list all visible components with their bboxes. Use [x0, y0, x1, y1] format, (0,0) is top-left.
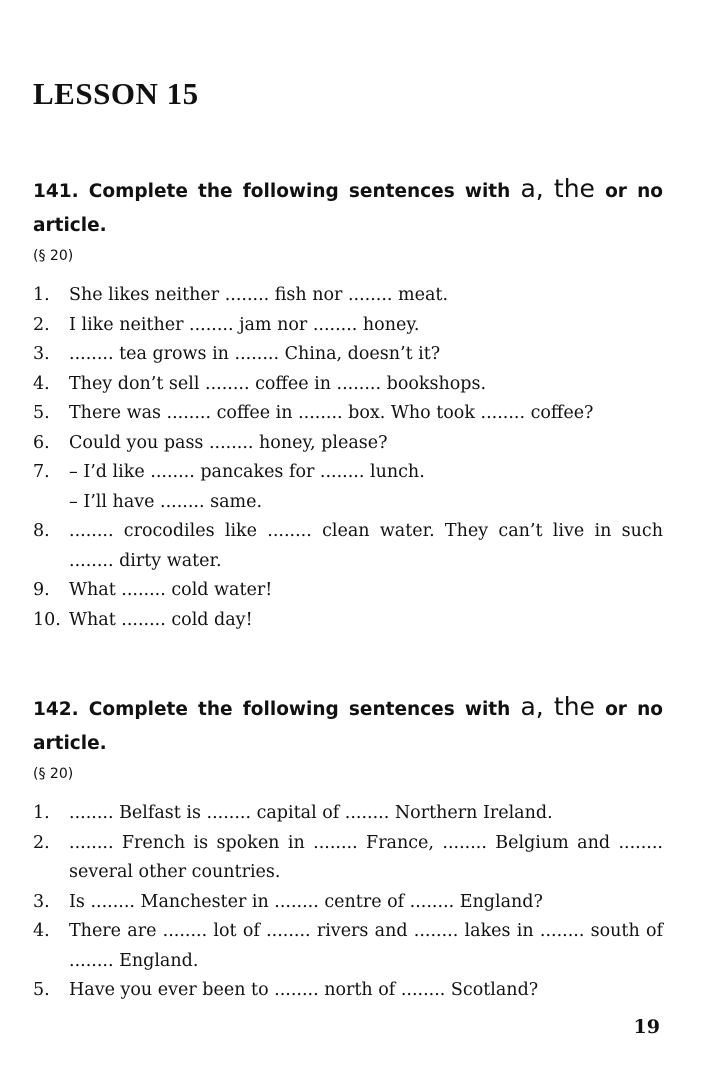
item-text: Have you ever been to ........ north of ........ Scotland? [69, 980, 539, 1000]
item-number: 6. [33, 432, 50, 453]
list-item [33, 606, 663, 636]
item-number: 1. [33, 803, 50, 823]
list-item [33, 370, 663, 400]
list-item [33, 488, 663, 518]
item-text: They don’t sell ........ coffee in ........ bookshops. [69, 373, 487, 394]
list-item [33, 429, 663, 459]
list-item [33, 340, 663, 370]
grammar-reference: (§ 20) [33, 248, 74, 264]
exercise-heading [33, 693, 663, 761]
list-item [33, 517, 663, 576]
grammar-reference: (§ 20) [33, 766, 74, 782]
list-item [33, 917, 663, 976]
list-item [33, 976, 663, 1006]
item-text: What ........ cold day! [69, 609, 253, 630]
lesson-title: LESSON 15 [33, 76, 199, 111]
exercise-142 [33, 693, 663, 1006]
page-number: 19 [633, 1016, 660, 1038]
item-number: 10. [33, 609, 61, 630]
article-the: the [553, 174, 595, 203]
heading-text-end: or no article. [33, 699, 663, 754]
item-text: ........ Belfast is ........ capital of ........ Northern Ireland. [69, 803, 553, 823]
item-number: 2. [33, 314, 50, 335]
item-text: There was ........ coffee in ........ box. Who took ........ coffee? [69, 403, 594, 423]
exercise-heading [33, 175, 663, 243]
item-number: 3. [33, 344, 50, 364]
item-text: I like neither ........ jam nor ........ honey. [69, 314, 420, 335]
heading-text-end: or no article. [33, 181, 663, 236]
item-number: 5. [33, 980, 50, 1000]
item-text: Is ........ Manchester in ........ centre of ........ England? [69, 891, 543, 912]
item-number: 4. [33, 373, 50, 394]
item-text: ........ crocodiles like ........ clean water. They can’t live in such ........ dirty water. [69, 521, 663, 571]
item-number [33, 488, 69, 518]
item-text: – I’d like ........ pancakes for ........ lunch. [69, 462, 425, 482]
item-text: ........ tea grows in ........ China, doesn’t it? [69, 344, 441, 364]
item-number: 8. [33, 521, 50, 541]
list-item [33, 311, 663, 341]
item-text: She likes neither ........ fish nor ........ meat. [69, 285, 449, 305]
item-text: What ........ cold water! [69, 580, 273, 600]
item-number: 7. [33, 462, 50, 482]
list-item [33, 888, 663, 918]
list-item [33, 799, 663, 829]
item-number: 4. [33, 921, 50, 941]
item-text: There are ........ lot of ........ rivers and ........ lakes in ........ south of ........ England. [69, 921, 663, 971]
article-a: a, [520, 692, 544, 721]
item-number: 1. [33, 285, 50, 305]
exercise-items [33, 281, 663, 635]
list-item [33, 399, 663, 429]
heading-text: 141. Complete the following sentences with [33, 181, 511, 202]
item-text: ........ French is spoken in ........ France, ........ Belgium and ........ several other countries. [69, 832, 663, 882]
item-number: 9. [33, 580, 50, 600]
list-item [33, 281, 663, 311]
item-number: 2. [33, 832, 50, 853]
item-number: 3. [33, 891, 50, 912]
item-text: Could you pass ........ honey, please? [69, 432, 388, 453]
article-the: the [553, 692, 595, 721]
article-a: a, [520, 174, 544, 203]
item-text: – I’ll have ........ same. [69, 491, 263, 512]
list-item [33, 576, 663, 606]
item-number: 5. [33, 403, 50, 423]
exercise-items [33, 799, 663, 1006]
list-item [33, 458, 663, 488]
exercise-141 [33, 175, 663, 635]
heading-text: 142. Complete the following sentences with [33, 699, 511, 720]
list-item [33, 829, 663, 888]
